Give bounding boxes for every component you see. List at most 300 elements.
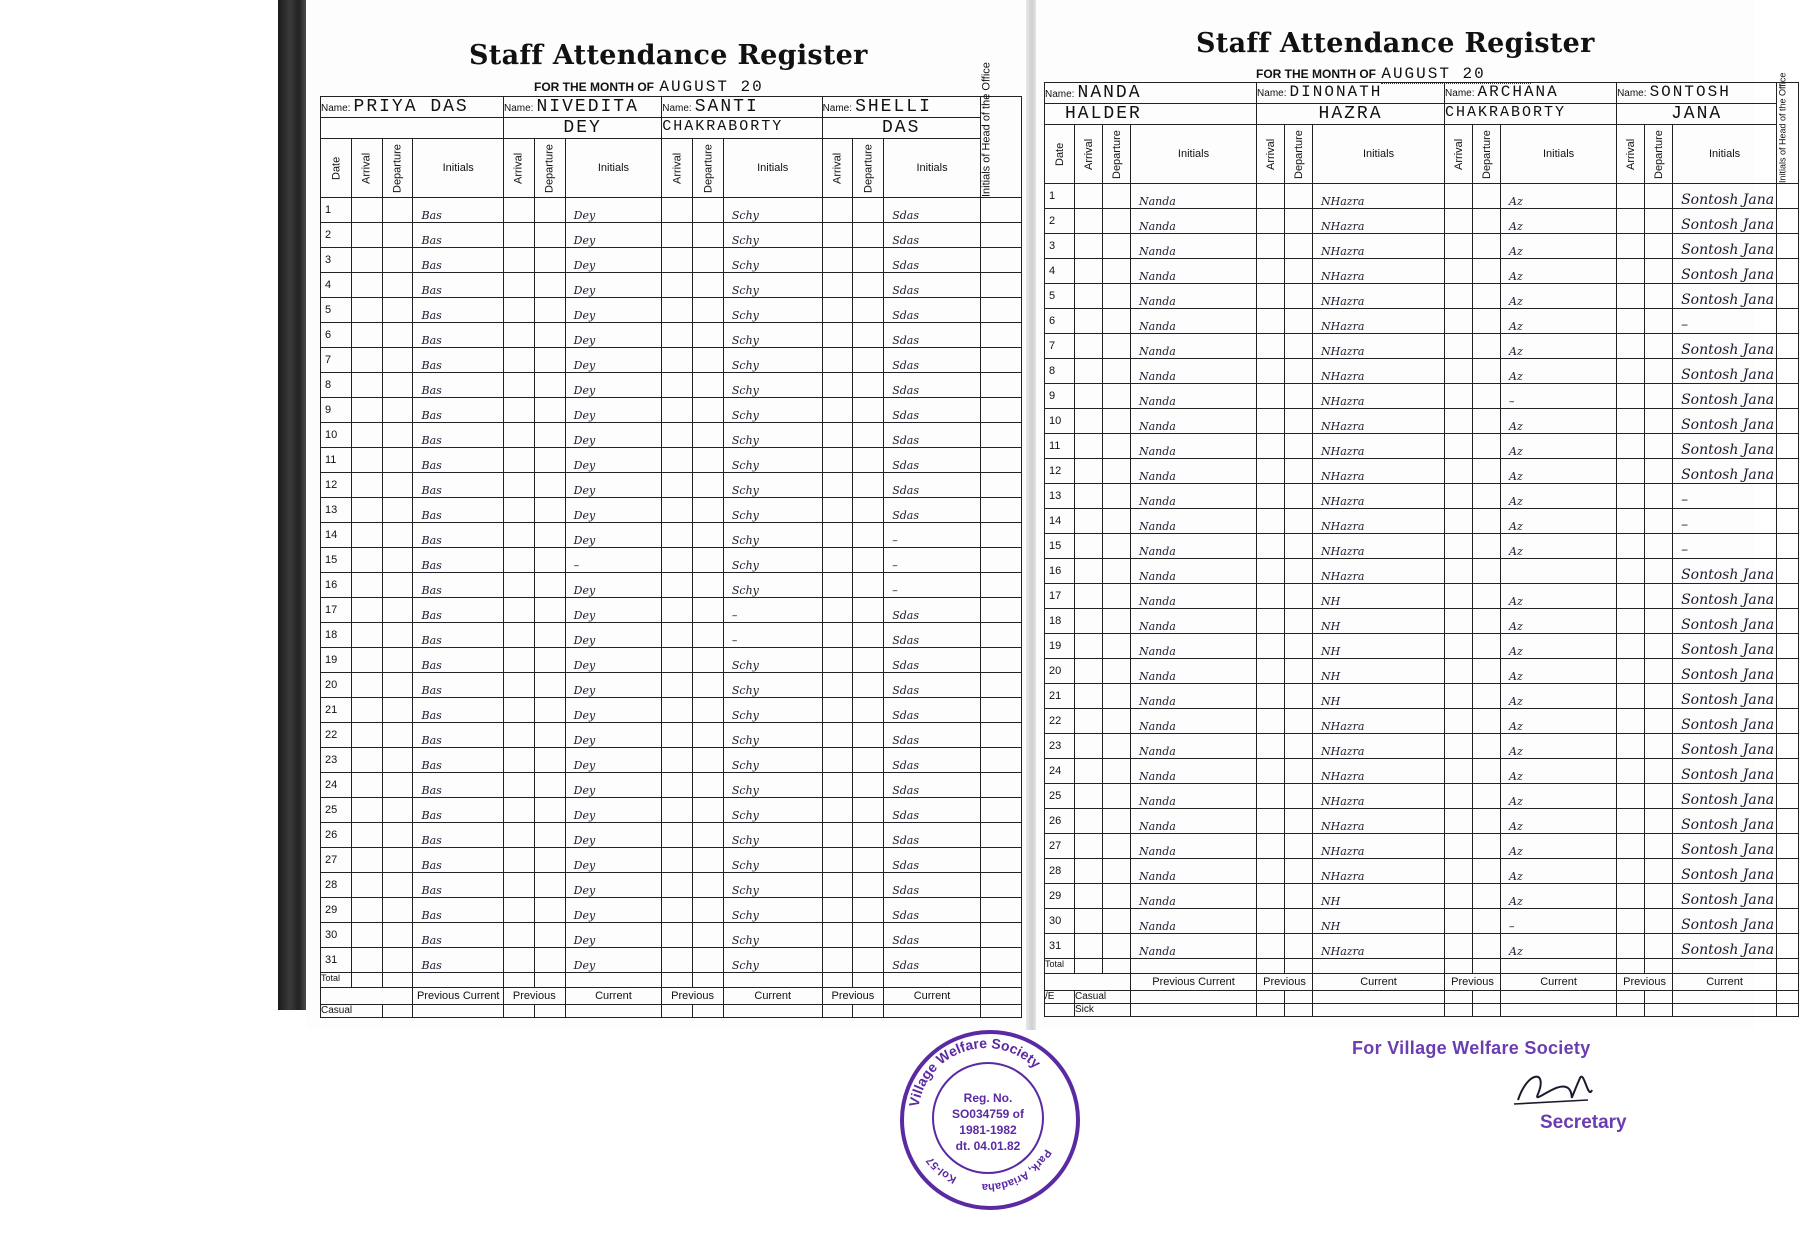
seal-reg-year: 1981-1982 xyxy=(959,1123,1017,1137)
initials-signature-cell: Dey xyxy=(565,648,662,673)
left-staff2-surname: DEY xyxy=(563,118,602,138)
departure-cell xyxy=(1473,284,1501,309)
arrival-cell xyxy=(1617,859,1645,884)
arrival-cell xyxy=(1075,909,1103,934)
departure-cell xyxy=(1285,884,1313,909)
departure-cell xyxy=(1285,434,1313,459)
departure-cell xyxy=(1473,209,1501,234)
arrival-cell xyxy=(1617,934,1645,959)
left-staff3-surname: CHAKRABORTY xyxy=(662,118,784,135)
departure-cell xyxy=(382,573,413,598)
arrival-cell xyxy=(1617,734,1645,759)
head-office-initials-cell xyxy=(980,498,1021,523)
arrival-cell xyxy=(662,848,693,873)
initials-signature-cell: Bas xyxy=(413,448,503,473)
arrival-cell xyxy=(822,498,853,523)
initials-signature-cell: Dey xyxy=(565,598,662,623)
initials-signature-cell: Sdas xyxy=(884,323,981,348)
arrival-cell xyxy=(503,498,534,523)
initials-signature-cell: Bas xyxy=(413,598,503,623)
arrival-cell xyxy=(351,698,382,723)
name-label: Name: xyxy=(503,103,534,114)
departure-cell xyxy=(853,798,884,823)
initials-signature-cell: Schy xyxy=(723,523,822,548)
arrival-cell xyxy=(822,598,853,623)
right-departure-header-3: Departure xyxy=(1473,125,1501,184)
left-cur-2: Current xyxy=(565,988,662,1005)
date-cell: 31 xyxy=(1045,934,1075,959)
arrival-cell xyxy=(1445,859,1473,884)
right-staff3-name2 xyxy=(1445,104,1617,125)
arrival-cell xyxy=(503,873,534,898)
departure-cell xyxy=(1285,559,1313,584)
initials-signature-cell: Dey xyxy=(565,723,662,748)
initials-signature-cell: Sontosh Jana xyxy=(1673,259,1777,284)
initials-signature-cell: NH xyxy=(1313,884,1445,909)
arrival-cell xyxy=(1257,559,1285,584)
initials-signature-cell: Nanda xyxy=(1131,859,1257,884)
departure-cell xyxy=(693,423,724,448)
departure-cell xyxy=(1645,259,1673,284)
departure-cell xyxy=(534,698,565,723)
departure-cell xyxy=(1645,759,1673,784)
initials-signature-cell: Nanda xyxy=(1131,709,1257,734)
departure-cell xyxy=(1103,759,1131,784)
departure-cell xyxy=(1285,459,1313,484)
initials-signature-cell: – xyxy=(1673,309,1777,334)
right-cur-2: Current xyxy=(1313,974,1445,991)
right-arrival-header-2: Arrival xyxy=(1257,125,1285,184)
initials-signature-cell: Sontosh Jana xyxy=(1673,209,1777,234)
arrival-cell xyxy=(503,398,534,423)
departure-cell xyxy=(534,848,565,873)
initials-signature-cell: Dey xyxy=(565,298,662,323)
initials-signature-cell: Schy xyxy=(723,648,822,673)
right-departure-header-1: Departure xyxy=(1103,125,1131,184)
day-row xyxy=(321,923,1022,948)
departure-cell xyxy=(1103,484,1131,509)
head-office-initials-cell xyxy=(980,298,1021,323)
initials-signature-cell: Dey xyxy=(565,798,662,823)
arrival-cell xyxy=(822,673,853,698)
day-row xyxy=(321,848,1022,873)
date-cell: 25 xyxy=(321,798,352,823)
initials-signature-cell: Sdas xyxy=(884,623,981,648)
initials-signature-cell: Dey xyxy=(565,573,662,598)
departure-cell xyxy=(382,323,413,348)
date-cell: 15 xyxy=(321,548,352,573)
departure-cell xyxy=(1645,184,1673,209)
head-office-initials-cell xyxy=(980,198,1021,223)
initials-signature-cell: Dey xyxy=(565,348,662,373)
departure-cell xyxy=(1103,684,1131,709)
initials-signature-cell: Sontosh Jana xyxy=(1673,809,1777,834)
head-office-initials-cell xyxy=(1777,909,1799,934)
head-office-initials-cell xyxy=(1777,459,1799,484)
day-row xyxy=(1045,609,1799,634)
day-row xyxy=(321,598,1022,623)
left-prev-3: Previous xyxy=(662,988,724,1005)
arrival-cell xyxy=(1445,459,1473,484)
arrival-cell xyxy=(1075,484,1103,509)
arrival-cell xyxy=(1257,659,1285,684)
arrival-cell xyxy=(1445,409,1473,434)
departure-cell xyxy=(853,873,884,898)
departure-cell xyxy=(1103,534,1131,559)
day-row xyxy=(321,273,1022,298)
departure-cell xyxy=(534,323,565,348)
departure-cell xyxy=(1645,484,1673,509)
arrival-cell xyxy=(822,298,853,323)
date-cell: 17 xyxy=(1045,584,1075,609)
left-staff3-name-cell xyxy=(662,97,822,118)
date-cell: 24 xyxy=(1045,759,1075,784)
arrival-cell xyxy=(503,373,534,398)
initials-signature-cell: Az xyxy=(1501,434,1617,459)
departure-cell xyxy=(534,498,565,523)
date-cell: 8 xyxy=(321,373,352,398)
arrival-cell xyxy=(1075,334,1103,359)
initials-signature-cell: NH xyxy=(1313,909,1445,934)
head-office-initials-cell xyxy=(980,323,1021,348)
right-head-office-header: Initials of Head of the Office xyxy=(1777,83,1799,184)
initials-signature-cell: Dey xyxy=(565,248,662,273)
left-staff1-name: PRIYA DAS xyxy=(353,97,469,117)
day-row xyxy=(1045,384,1799,409)
arrival-cell xyxy=(1617,434,1645,459)
date-cell: 20 xyxy=(321,673,352,698)
initials-signature-cell: Nanda xyxy=(1131,809,1257,834)
departure-cell xyxy=(1285,934,1313,959)
arrival-cell xyxy=(1617,234,1645,259)
departure-cell xyxy=(1103,734,1131,759)
arrival-cell xyxy=(351,498,382,523)
head-office-initials-cell xyxy=(980,248,1021,273)
arrival-cell xyxy=(1617,384,1645,409)
arrival-cell xyxy=(503,948,534,973)
departure-cell xyxy=(382,548,413,573)
arrival-cell xyxy=(1257,784,1285,809)
initials-signature-cell: – xyxy=(1673,534,1777,559)
departure-cell xyxy=(853,673,884,698)
left-initials-header-2: Initials xyxy=(565,139,662,198)
initials-signature-cell: Bas xyxy=(413,923,503,948)
arrival-cell xyxy=(1075,409,1103,434)
left-head-office-header: Initials of Head of the Office xyxy=(980,97,1021,198)
arrival-cell xyxy=(822,198,853,223)
departure-cell xyxy=(1473,934,1501,959)
departure-cell xyxy=(1645,634,1673,659)
initials-signature-cell: Nanda xyxy=(1131,209,1257,234)
initials-signature-cell: Sdas xyxy=(884,373,981,398)
arrival-cell xyxy=(822,873,853,898)
day-row xyxy=(1045,534,1799,559)
departure-cell xyxy=(853,298,884,323)
departure-cell xyxy=(853,648,884,673)
arrival-cell xyxy=(503,773,534,798)
left-register-body xyxy=(321,198,1022,973)
initials-signature-cell: Dey xyxy=(565,873,662,898)
departure-cell xyxy=(1473,409,1501,434)
departure-cell xyxy=(382,798,413,823)
departure-cell xyxy=(382,623,413,648)
day-row xyxy=(321,823,1022,848)
secretary-title: Secretary xyxy=(1540,1112,1627,1133)
initials-signature-cell: Sdas xyxy=(884,648,981,673)
departure-cell xyxy=(382,598,413,623)
head-office-initials-cell xyxy=(980,798,1021,823)
departure-cell xyxy=(534,898,565,923)
initials-signature-cell: Schy xyxy=(723,348,822,373)
initials-signature-cell: Az xyxy=(1501,659,1617,684)
initials-signature-cell: – xyxy=(723,598,822,623)
departure-cell xyxy=(1103,559,1131,584)
arrival-cell xyxy=(1445,759,1473,784)
departure-cell xyxy=(1103,859,1131,884)
arrival-cell xyxy=(1617,534,1645,559)
date-cell: 16 xyxy=(321,573,352,598)
departure-cell xyxy=(382,373,413,398)
arrival-cell xyxy=(503,598,534,623)
initials-signature-cell: Sdas xyxy=(884,598,981,623)
arrival-cell xyxy=(1445,384,1473,409)
left-arrival-header-2: Arrival xyxy=(503,139,534,198)
departure-cell xyxy=(1285,609,1313,634)
departure-cell xyxy=(853,823,884,848)
arrival-cell xyxy=(1617,334,1645,359)
initials-signature-cell: Sontosh Jana xyxy=(1673,434,1777,459)
head-office-initials-cell xyxy=(1777,659,1799,684)
arrival-cell xyxy=(1075,659,1103,684)
initials-signature-cell: Sdas xyxy=(884,473,981,498)
arrival-cell xyxy=(1075,609,1103,634)
initials-signature-cell: NHazra xyxy=(1313,509,1445,534)
initials-signature-cell: Bas xyxy=(413,273,503,298)
day-row xyxy=(1045,934,1799,959)
day-row xyxy=(1045,234,1799,259)
name-label: Name: xyxy=(662,103,692,114)
arrival-cell xyxy=(822,898,853,923)
initials-signature-cell: NHazra xyxy=(1313,259,1445,284)
arrival-cell xyxy=(662,823,693,848)
arrival-cell xyxy=(662,873,693,898)
arrival-cell xyxy=(1257,709,1285,734)
initials-signature-cell: Bas xyxy=(413,498,503,523)
departure-cell xyxy=(1103,809,1131,834)
arrival-cell xyxy=(662,773,693,798)
departure-cell xyxy=(382,673,413,698)
departure-cell xyxy=(382,473,413,498)
arrival-cell xyxy=(503,648,534,673)
initials-signature-cell: Bas xyxy=(413,323,503,348)
arrival-cell xyxy=(822,948,853,973)
initials-signature-cell: Az xyxy=(1501,759,1617,784)
arrival-cell xyxy=(351,623,382,648)
departure-cell xyxy=(1285,184,1313,209)
arrival-cell xyxy=(822,648,853,673)
initials-signature-cell: Dey xyxy=(565,898,662,923)
date-cell: 23 xyxy=(1045,734,1075,759)
head-office-initials-cell xyxy=(1777,734,1799,759)
initials-signature-cell: Sontosh Jana xyxy=(1673,909,1777,934)
departure-cell xyxy=(853,898,884,923)
initials-signature-cell: Schy xyxy=(723,898,822,923)
day-row xyxy=(321,198,1022,223)
departure-cell xyxy=(1285,509,1313,534)
initials-signature-cell: Sontosh Jana xyxy=(1673,234,1777,259)
arrival-cell xyxy=(1445,659,1473,684)
arrival-cell xyxy=(822,423,853,448)
date-cell: 1 xyxy=(1045,184,1075,209)
initials-signature-cell: Az xyxy=(1501,934,1617,959)
arrival-cell xyxy=(1075,709,1103,734)
departure-cell xyxy=(1473,884,1501,909)
initials-signature-cell: Bas xyxy=(413,398,503,423)
initials-signature-cell: Bas xyxy=(413,623,503,648)
day-row xyxy=(1045,784,1799,809)
initials-signature-cell: Sontosh Jana xyxy=(1673,709,1777,734)
departure-cell xyxy=(1285,784,1313,809)
initials-signature-cell: Nanda xyxy=(1131,459,1257,484)
initials-signature-cell: Dey xyxy=(565,748,662,773)
left-initials-header-1: Initials xyxy=(413,139,503,198)
initials-signature-cell: Dey xyxy=(565,623,662,648)
right-register-body xyxy=(1045,184,1799,959)
head-office-initials-cell xyxy=(1777,184,1799,209)
day-row xyxy=(1045,484,1799,509)
initials-signature-cell: – xyxy=(1673,484,1777,509)
arrival-cell xyxy=(351,673,382,698)
arrival-cell xyxy=(1075,534,1103,559)
initials-signature-cell: Dey xyxy=(565,698,662,723)
departure-cell xyxy=(1103,184,1131,209)
right-staff3-surname: CHAKRABORTY xyxy=(1445,104,1567,121)
arrival-cell xyxy=(662,798,693,823)
initials-signature-cell: Nanda xyxy=(1131,759,1257,784)
day-row xyxy=(321,648,1022,673)
initials-signature-cell: Bas xyxy=(413,673,503,698)
head-office-initials-cell xyxy=(980,548,1021,573)
arrival-cell xyxy=(662,298,693,323)
arrival-cell xyxy=(1617,759,1645,784)
initials-signature-cell: Sdas xyxy=(884,448,981,473)
arrival-cell xyxy=(822,773,853,798)
initials-signature-cell: Sdas xyxy=(884,898,981,923)
date-cell: 22 xyxy=(1045,709,1075,734)
arrival-cell xyxy=(1445,484,1473,509)
arrival-cell xyxy=(1445,309,1473,334)
initials-signature-cell: Sdas xyxy=(884,798,981,823)
arrival-cell xyxy=(1257,609,1285,634)
right-staff4-name-cell xyxy=(1617,83,1777,104)
day-row xyxy=(1045,309,1799,334)
departure-cell xyxy=(1103,784,1131,809)
arrival-cell xyxy=(822,398,853,423)
left-page-title: Staff Attendance Register xyxy=(469,40,868,71)
arrival-cell xyxy=(822,448,853,473)
org-name: For Village Welfare Society xyxy=(1352,1038,1591,1058)
arrival-cell xyxy=(1075,434,1103,459)
departure-cell xyxy=(1103,884,1131,909)
departure-cell xyxy=(1285,634,1313,659)
day-row xyxy=(321,223,1022,248)
initials-signature-cell: Az xyxy=(1501,234,1617,259)
right-departure-header-2: Departure xyxy=(1285,125,1313,184)
name-label: Name: xyxy=(1617,88,1647,99)
initials-signature-cell: – xyxy=(884,573,981,598)
initials-signature-cell: Dey xyxy=(565,223,662,248)
arrival-cell xyxy=(1257,884,1285,909)
initials-signature-cell: Bas xyxy=(413,573,503,598)
departure-cell xyxy=(693,773,724,798)
initials-signature-cell: Dey xyxy=(565,423,662,448)
departure-cell xyxy=(1473,484,1501,509)
initials-signature-cell: Bas xyxy=(413,423,503,448)
initials-signature-cell: Sontosh Jana xyxy=(1673,409,1777,434)
arrival-cell xyxy=(822,848,853,873)
arrival-cell xyxy=(1617,909,1645,934)
arrival-cell xyxy=(1445,584,1473,609)
right-prev-1 xyxy=(1131,974,1257,991)
arrival-cell xyxy=(822,223,853,248)
arrival-cell xyxy=(351,948,382,973)
arrival-cell xyxy=(1445,234,1473,259)
arrival-cell xyxy=(1075,584,1103,609)
day-row xyxy=(1045,184,1799,209)
arrival-cell xyxy=(1075,734,1103,759)
date-cell: 9 xyxy=(321,398,352,423)
departure-cell xyxy=(1103,459,1131,484)
initials-signature-cell: Az xyxy=(1501,309,1617,334)
day-row xyxy=(321,323,1022,348)
right-prev-2: Previous xyxy=(1257,974,1313,991)
initials-signature-cell: Dey xyxy=(565,773,662,798)
arrival-cell xyxy=(662,423,693,448)
departure-cell xyxy=(382,298,413,323)
date-cell: 11 xyxy=(1045,434,1075,459)
initials-signature-cell: Sontosh Jana xyxy=(1673,559,1777,584)
head-office-initials-cell xyxy=(1777,234,1799,259)
departure-cell xyxy=(693,198,724,223)
left-staff1-name-cell xyxy=(321,97,504,118)
initials-signature-cell: Az xyxy=(1501,634,1617,659)
departure-cell xyxy=(853,398,884,423)
arrival-cell xyxy=(503,548,534,573)
departure-cell xyxy=(853,198,884,223)
initials-signature-cell: Az xyxy=(1501,184,1617,209)
initials-signature-cell: Schy xyxy=(723,198,822,223)
departure-cell xyxy=(693,548,724,573)
initials-signature-cell: Az xyxy=(1501,684,1617,709)
date-cell: 29 xyxy=(321,898,352,923)
departure-cell xyxy=(1103,234,1131,259)
initials-signature-cell: Schy xyxy=(723,298,822,323)
departure-cell xyxy=(693,598,724,623)
departure-cell xyxy=(534,648,565,673)
initials-signature-cell: Az xyxy=(1501,734,1617,759)
head-office-initials-cell xyxy=(980,673,1021,698)
departure-cell xyxy=(1473,809,1501,834)
date-cell: 15 xyxy=(1045,534,1075,559)
arrival-cell xyxy=(351,723,382,748)
arrival-cell xyxy=(503,823,534,848)
departure-cell xyxy=(534,198,565,223)
arrival-cell xyxy=(351,273,382,298)
initials-signature-cell: Dey xyxy=(565,523,662,548)
departure-cell xyxy=(382,698,413,723)
departure-cell xyxy=(382,773,413,798)
initials-signature-cell: Nanda xyxy=(1131,309,1257,334)
